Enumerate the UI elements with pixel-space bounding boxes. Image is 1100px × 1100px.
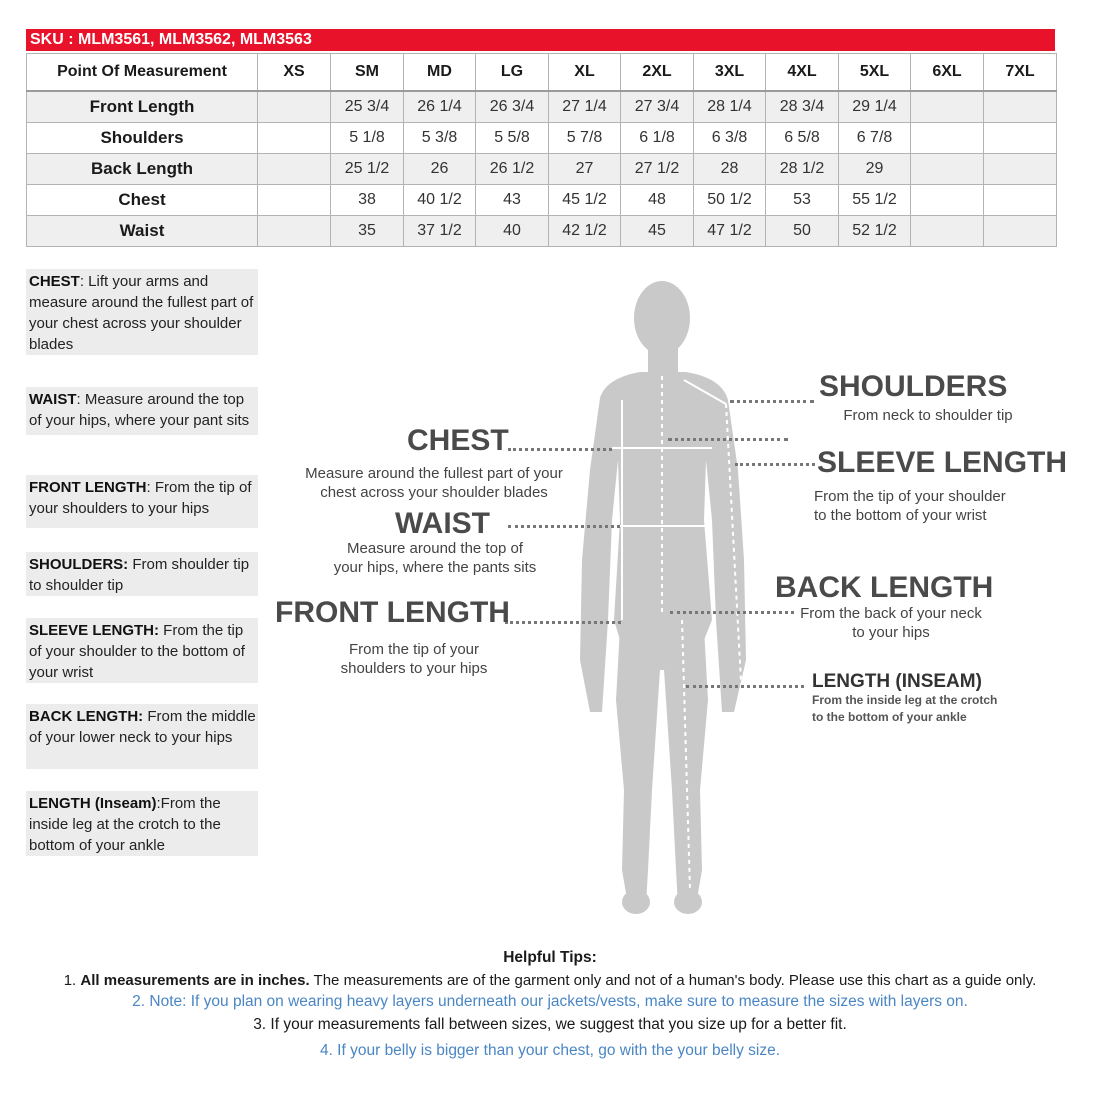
- table-cell: 40: [476, 216, 549, 247]
- instruction-term: SLEEVE LENGTH:: [29, 622, 160, 639]
- inseam-desc-line: to the bottom of your ankle: [812, 710, 967, 724]
- instruction-text: : From the tip of your shoulders to your hips: [29, 479, 252, 517]
- inseam-leader: [686, 685, 804, 688]
- table-cell: 28: [694, 154, 766, 185]
- chest-desc-line: Measure around the fullest part of your: [305, 465, 563, 482]
- header-size: XS: [258, 54, 331, 92]
- table-cell: 5 5/8: [476, 123, 549, 154]
- table-cell: 29 1/4: [839, 91, 911, 123]
- chest-desc: [300, 464, 568, 502]
- table-cell: 5 1/8: [331, 123, 404, 154]
- waist-desc: [320, 539, 550, 577]
- sku-bar: SKU : MLM3561, MLM3562, MLM3563: [26, 29, 1055, 51]
- inseam-desc: [812, 692, 1012, 726]
- table-cell: 26 1/4: [404, 91, 476, 123]
- chest-leader: [508, 448, 612, 451]
- table-cell: 45: [621, 216, 694, 247]
- header-size: LG: [476, 54, 549, 92]
- table-cell: 53: [766, 185, 839, 216]
- table-cell: 25 1/2: [331, 154, 404, 185]
- front-length-title: FRONT LENGTH: [275, 596, 510, 629]
- table-cell: 29: [839, 154, 911, 185]
- back-length-leader: [670, 611, 794, 614]
- table-cell: 6 3/8: [694, 123, 766, 154]
- sleeve-length-leader: [735, 463, 815, 466]
- table-cell: 50: [766, 216, 839, 247]
- table-cell: 28 1/2: [766, 154, 839, 185]
- header-size: 6XL: [911, 54, 984, 92]
- instruction-text: : Lift your arms and measure around the fullest part of your chest across your shoulder blades: [29, 273, 254, 353]
- table-cell: 6 5/8: [766, 123, 839, 154]
- waist-title: WAIST: [395, 507, 490, 540]
- table-cell: 5 7/8: [549, 123, 621, 154]
- table-cell: 27 1/4: [549, 91, 621, 123]
- instruction-term: LENGTH (Inseam): [29, 795, 157, 812]
- header-size: XL: [549, 54, 621, 92]
- table-cell: 26 1/2: [476, 154, 549, 185]
- row-label: Chest: [27, 185, 258, 216]
- row-label: Back Length: [27, 154, 258, 185]
- waist-desc-line: Measure around the top of: [347, 540, 523, 557]
- row-label: Shoulders: [27, 123, 258, 154]
- table-cell: 52 1/2: [839, 216, 911, 247]
- sleeve-length-desc: [814, 487, 1010, 525]
- front-length-desc-line: From the tip of your: [348, 641, 480, 658]
- instruction-text: : Measure around the top of your hips, where your pant sits: [29, 391, 250, 429]
- instruction-term: BACK LENGTH:: [29, 708, 144, 725]
- tip-3: 3. If your measurements fall between sizes, we suggest that you size up for a better fit.: [253, 1016, 847, 1033]
- header-size: SM: [331, 54, 404, 92]
- table-cell: 50 1/2: [694, 185, 766, 216]
- table-cell: 42 1/2: [549, 216, 621, 247]
- sleeve-length-title: SLEEVE LENGTH: [817, 446, 1068, 479]
- front-length-desc: [314, 640, 514, 678]
- table-cell: 28 3/4: [766, 91, 839, 123]
- chest-back-leader: [668, 438, 788, 441]
- table-cell: 48: [621, 185, 694, 216]
- tip-1-bold: All measurements are in inches.: [80, 972, 310, 989]
- table-cell: 25 3/4: [331, 91, 404, 123]
- table-cell: 5 3/8: [404, 123, 476, 154]
- back-length-desc-line: to your hips: [852, 624, 930, 641]
- header-size: 2XL: [621, 54, 694, 92]
- shoulders-desc: From neck to shoulder tip: [843, 407, 1013, 424]
- tip-1-prefix: 1.: [63, 972, 81, 989]
- back-length-title: BACK LENGTH: [775, 571, 994, 604]
- header-size: 4XL: [766, 54, 839, 92]
- inseam-title: LENGTH (INSEAM): [812, 671, 982, 692]
- sleeve-length-desc-line: to the bottom of your wrist: [814, 507, 987, 524]
- body-silhouette-shape: [580, 281, 746, 914]
- table-cell: 6 1/8: [621, 123, 694, 154]
- tip-2: 2. Note: If you plan on wearing heavy layers underneath our jackets/vests, make sure to measure the sizes with layers on.: [132, 993, 968, 1010]
- front-length-leader: [505, 621, 621, 624]
- instruction-text: From shoulder tip to shoulder tip: [29, 556, 250, 594]
- back-length-desc-line: From the back of your neck: [800, 605, 982, 622]
- sleeve-length-desc-line: From the tip of your shoulder: [814, 488, 1006, 505]
- header-size: MD: [404, 54, 476, 92]
- tip-1-text: The measurements are of the garment only and not of a human's body. Please use this chart as a guide only.: [309, 972, 1037, 989]
- instruction-term: SHOULDERS:: [29, 556, 129, 573]
- table-cell: 6 7/8: [839, 123, 911, 154]
- tip-4: 4. If your belly is bigger than your chest, go with the your belly size.: [319, 1042, 781, 1059]
- instruction-term: WAIST: [29, 391, 77, 408]
- chest-desc-line: chest across your shoulder blades: [320, 484, 548, 501]
- table-cell: 26 3/4: [476, 91, 549, 123]
- waist-leader: [508, 525, 620, 528]
- instruction-text: From the tip of your shoulder to the bottom of your wrist: [29, 622, 245, 681]
- header-size: 5XL: [839, 54, 911, 92]
- row-label: Waist: [27, 216, 258, 247]
- waist-desc-line: your hips, where the pants sits: [333, 559, 537, 576]
- instruction-term: CHEST: [29, 273, 80, 290]
- table-cell: 27 3/4: [621, 91, 694, 123]
- shoulders-leader: [730, 400, 814, 403]
- table-cell: 40 1/2: [404, 185, 476, 216]
- table-cell: 35: [331, 216, 404, 247]
- table-cell: 27: [549, 154, 621, 185]
- instruction-term: FRONT LENGTH: [29, 479, 147, 496]
- table-cell: 27 1/2: [621, 154, 694, 185]
- table-cell: 28 1/4: [694, 91, 766, 123]
- table-cell: 26: [404, 154, 476, 185]
- instruction-text: From the middle of your lower neck to your hips: [29, 708, 256, 746]
- tip-1: [0, 972, 1100, 989]
- shoulders-title: SHOULDERS: [819, 370, 1008, 403]
- tips-heading: Helpful Tips:: [503, 949, 597, 966]
- instruction-text: :From the inside leg at the crotch to the bottom of your ankle: [29, 795, 221, 854]
- table-cell: 45 1/2: [549, 185, 621, 216]
- table-cell: 37 1/2: [404, 216, 476, 247]
- header-point-of-measurement: Point Of Measurement: [27, 54, 258, 92]
- header-size: 7XL: [984, 54, 1057, 92]
- header-size: 3XL: [694, 54, 766, 92]
- front-length-desc-line: shoulders to your hips: [340, 660, 488, 677]
- table-cell: 55 1/2: [839, 185, 911, 216]
- table-cell: 47 1/2: [694, 216, 766, 247]
- inseam-desc-line: From the inside leg at the crotch: [812, 693, 998, 707]
- table-cell: 38: [331, 185, 404, 216]
- row-label: Front Length: [27, 91, 258, 123]
- back-length-desc: [796, 604, 986, 642]
- chest-title: CHEST: [407, 424, 509, 457]
- table-cell: 43: [476, 185, 549, 216]
